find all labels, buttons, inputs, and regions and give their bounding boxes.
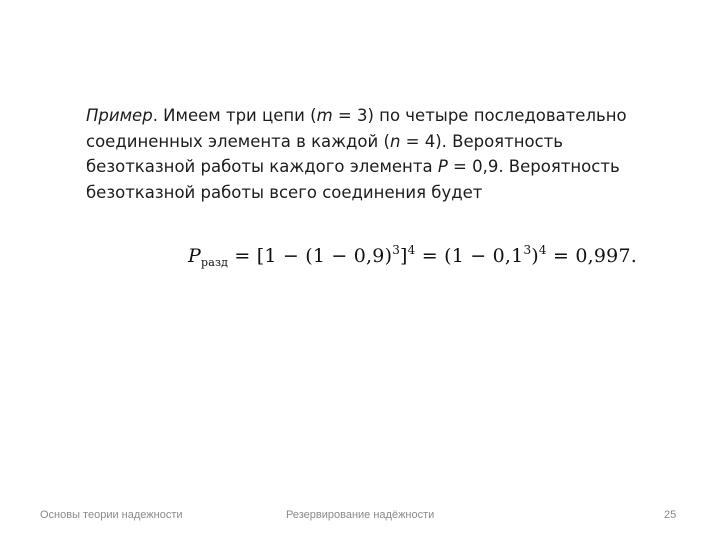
- formula-exponent: 3: [523, 243, 532, 257]
- example-label: Пример: [86, 106, 153, 125]
- example-paragraph: [86, 103, 646, 205]
- formula-part: ): [531, 245, 539, 267]
- paragraph-line-4: безотказной работы всего соединения будет: [86, 182, 483, 202]
- footer-course-title: Основы теории надежности: [40, 509, 183, 521]
- formula-exponent: 4: [538, 243, 547, 257]
- formula-subscript: разд: [200, 256, 229, 269]
- paragraph-text: безотказной работы каждого элемента: [86, 157, 438, 176]
- formula-exponent: 3: [392, 243, 401, 257]
- formula-part: ]: [400, 245, 408, 267]
- formula-part: = [1 − (1 − 0,9): [228, 245, 393, 267]
- paragraph-text: = 3) по четыре последовательно: [332, 106, 627, 125]
- paragraph-text: = 4). Вероятность: [400, 131, 564, 151]
- formula-result: = 0,997.: [546, 245, 637, 267]
- paragraph-text: = 0,9. Вероятность: [447, 157, 620, 176]
- paragraph-line-1: [86, 103, 646, 129]
- formula-variable: P: [188, 245, 201, 267]
- footer-page-number: 25: [664, 509, 677, 521]
- variable-m: m: [316, 106, 333, 125]
- formula-part: = (1 − 0,1: [415, 245, 524, 267]
- paragraph-line-2: [86, 129, 646, 155]
- paragraph-text: . Имеем три цепи (: [152, 106, 317, 125]
- reliability-formula: [188, 243, 637, 269]
- formula-exponent: 4: [407, 243, 416, 257]
- paragraph-line-3: [86, 154, 646, 180]
- footer-section-title: Резервирование надёжности: [286, 509, 435, 521]
- variable-p: P: [437, 157, 448, 176]
- variable-n: n: [389, 131, 401, 151]
- paragraph-text: соединенных элемента в каждой (: [86, 131, 390, 151]
